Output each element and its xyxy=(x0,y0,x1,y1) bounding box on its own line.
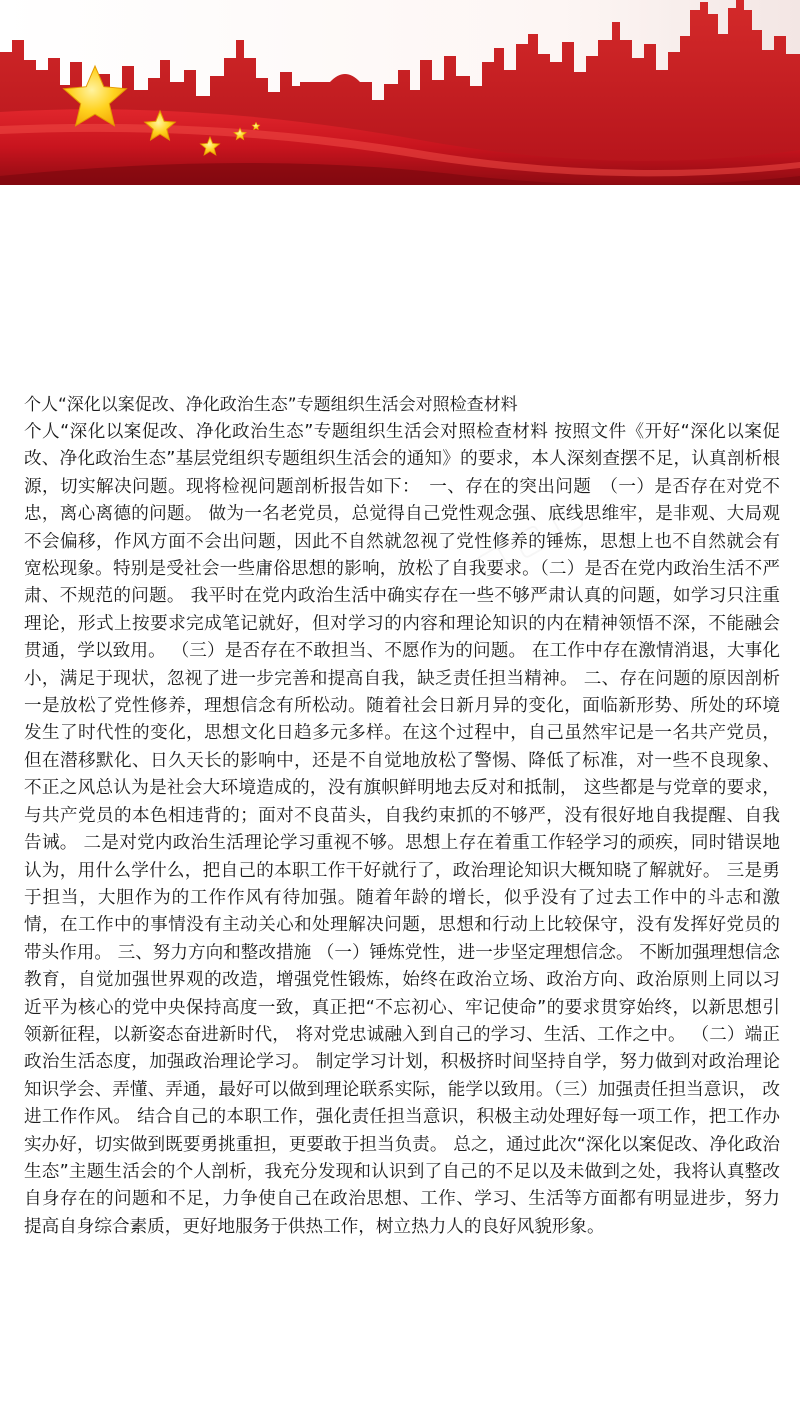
document-body: 个人“深化以案促改、净化政治生态”专题组织生活会对照检查材料 按照文件《开好“深化以案促改、净化政治生态”基层党组织专题组织生活会的通知》的要求，本人深刻查摆不足，认真剖析根源，切实解决问题。现将检视问题剖析报告如下： 一、存在的突出问题 （一）是否存在对党不忠，离心离德的问题。 做为一名老党员，总觉得自己党性观念强、底线思维牢，是非观、大局观不会偏移，作风方面不会出问题，因此不自然就忽视了党性修养的锤炼，思想上也不自然就会有宽松现象。特别是受社会一些庸俗思想的影响，放松了自我要求。（二）是否在党内政治生活不严肃、不规范的问题。 我平时在党内政治生活中确实存在一些不够严肃认真的问题，如学习只注重理论，形式上按要求完成笔记就好，但对学习的内容和理论知识的内在精神领悟不深，不能融会贯通，学以致用。 （三）是否存在不敢担当、不愿作为的问题。 在工作中存在激情消退，大事化小，满足于现状，忽视了进一步完善和提高自我，缺乏责任担当精神。 二、存在问题的原因剖析 一是放松了党性修养，理想信念有所松动。随着社会日新月异的变化，面临新形势、所处的环境发生了时代性的变化，思想文化日趋多元多样。在这个过程中，自己虽然牢记是一名共产党员，但在潜移默化、日久天长的影响中，还是不自觉地放松了警惕、降低了标准，对一些不良现象、不正之风总认为是社会大环境造成的，没有旗帜鲜明地去反对和抵制， 这些都是与党章的要求，与共产党员的本色相违背的；面对不良苗头，自我约束抓的不够严，没有很好地自我提醒、自我告诫。 二是对党内政治生活理论学习重视不够。思想上存在着重工作轻学习的顽疾，同时错误地认为，用什么学什么，把自己的本职工作干好就行了，政治理论知识大概知晓了解就好。 三是勇于担当，大胆作为的工作作风有待加强。随着年龄的增长，似乎没有了过去工作中的斗志和激情，在工作中的事情没有主动关心和处理解决问题，思想和行动上比较保守，没有发挥好党员的带头作用。 三、努力方向和整改措施 （一）锤炼党性，进一步坚定理想信念。 不断加强理想信念教育，自觉加强世界观的改造，增强党性锻炼，始终在政治立场、政治方向、政治原则上同以习近平为核心的党中央保持高度一致，真正把“不忘初心、牢记使命”的要求贯穿始终，以新思想引领新征程，以新姿态奋进新时代， 将对党忠诚融入到自己的学习、生活、工作之中。 （二）端正政治生活态度，加强政治理论学习。 制定学习计划，积极挤时间坚持自学，努力做到对政治理论知识学会、弄懂、弄通，最好可以做到理论联系实际，能学以致用。（三）加强责任担当意识， 改进工作作风。 结合自己的本职工作，强化责任担当意识，积极主动处理好每一项工作，把工作办实办好，切实做到既要勇挑重担，更要敢于担当负责。 总之，通过此次“深化以案促改、净化政治生态”主题生活会的个人剖析，我充分发现和认识到了自己的不足以及未做到之处，我将认真整改自身存在的问题和不足，力争使自己在政治思想、工作、学习、生活等方面都有明显进步，努力提高自身综合素质，更好地服务于供热工作，树立热力人的良好风貌形象。 xyxy=(24,422,780,1237)
document xyxy=(24,392,780,1241)
header-banner xyxy=(0,0,800,185)
document-title: 个人“深化以案促改、净化政治生态”专题组织生活会对照检查材料 xyxy=(24,395,518,415)
banner-graphic xyxy=(0,0,800,185)
